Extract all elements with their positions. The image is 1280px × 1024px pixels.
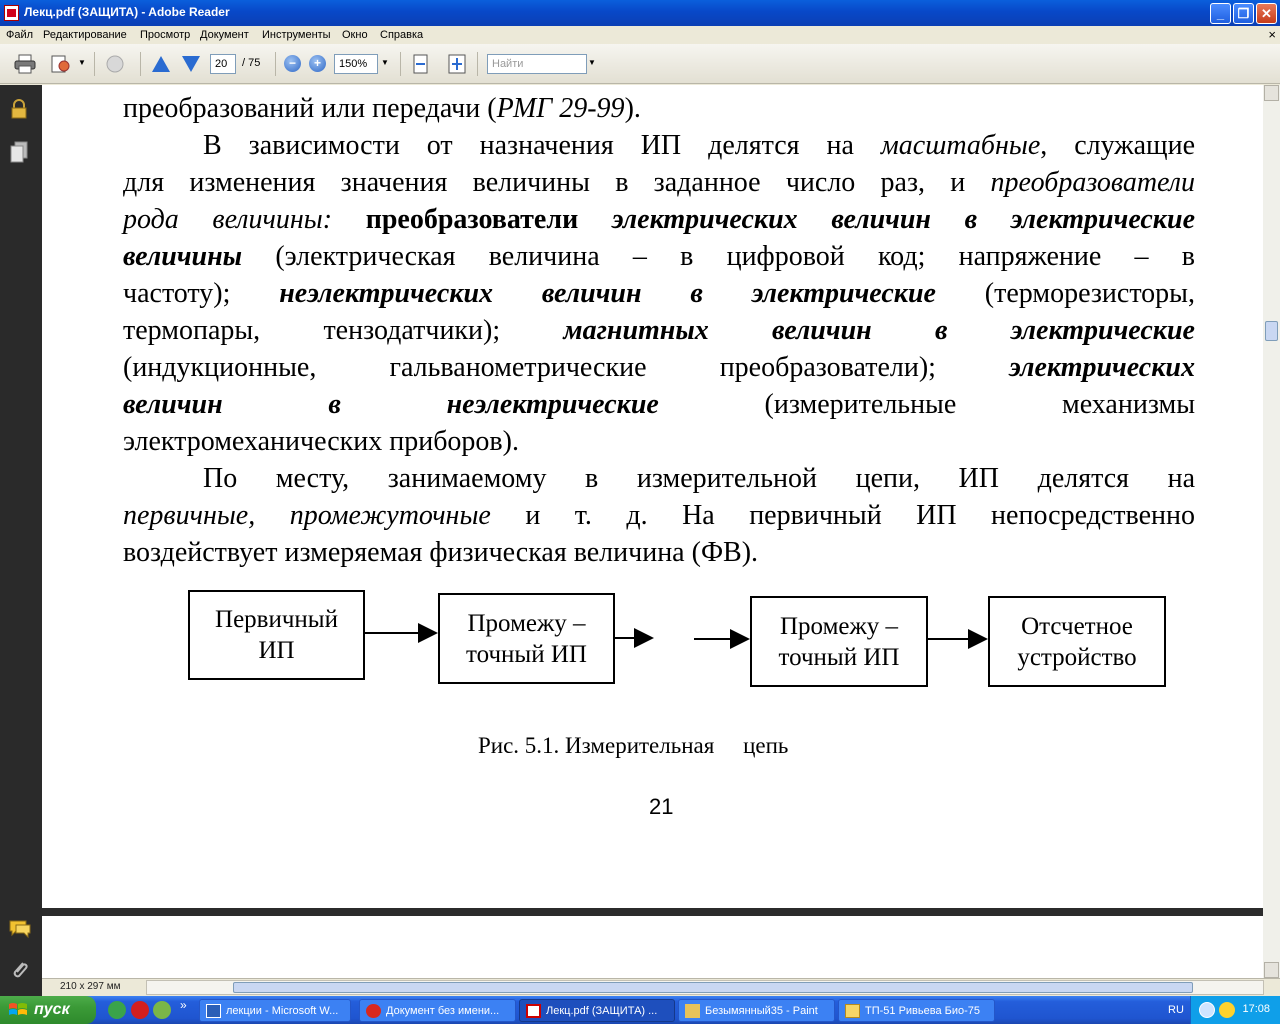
hand-tool-icon[interactable]	[104, 54, 126, 74]
attach-menu-icon[interactable]	[50, 54, 72, 74]
fit-page-icon[interactable]	[410, 54, 432, 74]
word-icon	[206, 1004, 221, 1018]
menu-window[interactable]: Окно	[342, 29, 368, 41]
system-tray	[1190, 996, 1280, 1024]
opera-icon[interactable]	[131, 1001, 149, 1019]
title-bar	[0, 0, 1280, 26]
text-fragment: ).	[624, 93, 641, 124]
start-label: пуск	[34, 1001, 70, 1018]
scroll-up-icon[interactable]	[1264, 85, 1279, 101]
page-total: / 75	[242, 57, 261, 69]
window-title: Лекц.pdf (ЗАЩИТА) - Adobe Reader	[24, 5, 230, 19]
menu-file[interactable]: Файл	[6, 29, 34, 41]
windows-flag-icon	[8, 1001, 28, 1019]
page-divider	[42, 908, 1263, 916]
page-number: 21	[649, 794, 674, 819]
menu-help[interactable]: Справка	[380, 29, 424, 41]
find-dropdown-icon[interactable]: ▼	[588, 58, 596, 67]
reference-rmg: РМГ 29-99	[496, 93, 625, 124]
diagram-box-intermediate-1: Промежу – точный ИП	[438, 593, 615, 684]
figure-caption: Рис. 5.1. Измерительная цепь	[478, 733, 789, 758]
scroll-down-icon[interactable]	[1264, 962, 1279, 978]
toolbar-separator	[275, 52, 276, 76]
menu-view[interactable]: Просмотр	[140, 29, 191, 41]
minimize-button[interactable]: _	[1210, 3, 1231, 24]
folder-icon	[845, 1004, 860, 1018]
diagram-box-readout: Отсчетное устройство	[988, 596, 1166, 687]
previous-page-icon[interactable]	[152, 56, 170, 72]
quicklaunch-more-icon[interactable]: »	[180, 998, 187, 1012]
paint-icon	[685, 1004, 700, 1018]
clock: 17:08	[1242, 1003, 1270, 1015]
zoom-in-icon[interactable]: +	[309, 55, 326, 72]
menu-tools[interactable]: Инструменты	[262, 29, 331, 41]
task-word[interactable]: лекции - Microsoft W...	[199, 999, 351, 1022]
dropdown-arrow-icon[interactable]: ▼	[78, 58, 86, 67]
pages-icon[interactable]	[10, 141, 28, 163]
zoom-dropdown-icon[interactable]: ▼	[381, 58, 389, 67]
quicklaunch-icon[interactable]	[108, 1001, 126, 1019]
find-input[interactable]: Найти	[487, 54, 587, 74]
task-adobe-reader[interactable]: Лекц.pdf (ЗАЩИТА) ...	[519, 999, 675, 1022]
tray-expand-icon[interactable]	[1199, 1002, 1215, 1018]
task-paint[interactable]: Безымянный35 - Paint	[678, 999, 835, 1022]
fit-width-icon[interactable]	[446, 54, 468, 74]
quicklaunch-icon[interactable]	[153, 1001, 171, 1019]
task-browser[interactable]: Документ без имени...	[359, 999, 516, 1022]
vertical-scroll-thumb[interactable]	[1265, 321, 1278, 341]
vertical-scrollbar[interactable]	[1263, 85, 1280, 978]
toolbar-separator	[94, 52, 95, 76]
document-close-icon[interactable]: ×	[1268, 27, 1276, 42]
toolbar	[0, 44, 1280, 84]
zoom-level-input[interactable]: 150%	[334, 54, 378, 74]
paragraph-position: По месту, занимаемому в измерительной цепи, ИП делятся на первичные, промежуточные и т. д. На первичный ИП непосредственно воздействует измеряемая физическая величина (ФВ).	[123, 463, 1195, 568]
print-icon[interactable]	[14, 54, 36, 74]
zoom-out-icon[interactable]: −	[284, 55, 301, 72]
diagram-box-intermediate-2: Промежу – точный ИП	[750, 596, 928, 687]
attachments-icon[interactable]	[10, 959, 30, 981]
toolbar-separator	[400, 52, 401, 76]
text-line-1	[123, 90, 1195, 127]
menu-edit[interactable]: Редактирование	[43, 29, 127, 41]
diagram-box-primary: Первичный ИП	[188, 590, 365, 680]
adobe-reader-icon	[4, 5, 19, 21]
text-fragment: преобразований или передачи (	[123, 93, 497, 124]
menu-document[interactable]: Документ	[200, 29, 249, 41]
document-view[interactable]	[42, 85, 1263, 978]
tray-app-icon[interactable]	[1219, 1002, 1235, 1018]
close-button[interactable]: ✕	[1256, 3, 1277, 24]
horizontal-scrollbar[interactable]	[146, 980, 1264, 995]
page-number-input[interactable]: 20	[210, 54, 236, 74]
taskbar	[0, 996, 1280, 1024]
comments-icon[interactable]	[8, 919, 32, 939]
pdf-icon	[526, 1004, 541, 1018]
start-button[interactable]	[0, 996, 96, 1024]
toolbar-separator	[477, 52, 478, 76]
horizontal-scroll-thumb[interactable]	[233, 982, 1193, 993]
paragraph-types: В зависимости от назначения ИП делятся на масштабные, служащие для изменения значения величины в заданное число раз, и преобразователи рода величины: преобразователи электрических величин в электрические величины (электрическая величина – в цифровой код; напряжение – в частоту); неэлектрических величин в электрические (терморезисторы, термопары, тензодатчики); магнитных величин в электрические (индукционные, гальванометрические преобразователи); электрических величин в неэлектрические (измерительные механизмы электромеханических приборов).	[123, 130, 1196, 457]
lock-icon[interactable]	[10, 99, 28, 119]
maximize-button[interactable]: ❐	[1233, 3, 1254, 24]
navigation-panel	[0, 85, 42, 996]
browser-icon	[366, 1004, 381, 1018]
language-indicator[interactable]: RU	[1168, 1004, 1184, 1016]
next-page-icon[interactable]	[182, 56, 200, 72]
status-bar	[42, 978, 1280, 996]
task-folder[interactable]: ТП-51 Ривьева Био-75	[838, 999, 995, 1022]
menu-bar	[0, 26, 1280, 44]
toolbar-separator	[140, 52, 141, 76]
page-size-label: 210 x 297 мм	[60, 981, 121, 992]
